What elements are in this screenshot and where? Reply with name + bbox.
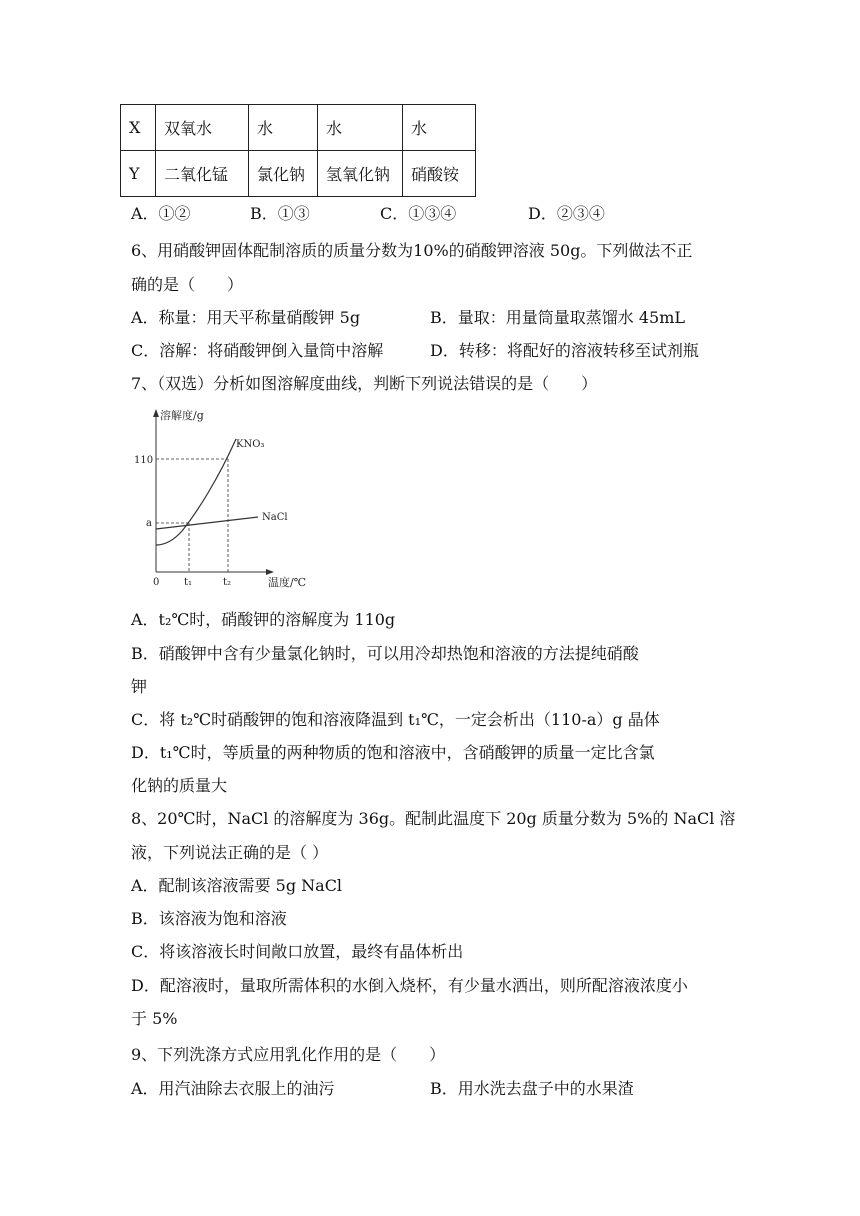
table-cell: Y [121, 151, 156, 197]
q5-option-b: B．①③ [250, 204, 310, 223]
q6-stem-line1: 6、用硝酸钾固体配制溶质的质量分数为10%的硝酸钾溶液 50g。下列做法不正 [131, 241, 693, 260]
x-tick-0: 0 [153, 577, 160, 588]
q6-stem-line2: 确的是（ ） [131, 275, 244, 294]
q6-option-d: D．转移：将配好的溶液转移至试剂瓶 [430, 341, 699, 360]
x-axis-label: 温度/℃ [268, 576, 307, 589]
table-cell: 水 [403, 105, 476, 151]
q5-option-a: A．①② [131, 204, 191, 223]
q6-option-c: C．溶解：将硝酸钾倒入量筒中溶解 [131, 341, 384, 360]
y-tick-110: 110 [134, 455, 154, 466]
q8-option-c: C．将该溶液长时间敞口放置，最终有晶体析出 [131, 942, 464, 961]
kno3-label: KNO₃ [236, 439, 265, 450]
q8-option-d-line2: 于 5% [131, 1009, 178, 1028]
table-cell: 双氧水 [156, 105, 249, 151]
table-cell: 二氧化锰 [156, 151, 249, 197]
nacl-label: NaCl [262, 512, 288, 523]
y-axis-label: 溶解度/g [160, 409, 204, 422]
q7-option-d-line2: 化钠的质量大 [131, 776, 228, 795]
q6-option-b: B．量取：用量筒量取蒸馏水 45mL [430, 308, 686, 327]
q8-option-a: A．配制该溶液需要 5g NaCl [131, 876, 343, 895]
table-cell: 氢氧化钠 [318, 151, 403, 197]
q8-option-d-line1: D．配溶液时，量取所需体积的水倒入烧杯，有少量水洒出，则所配溶液浓度小 [131, 976, 688, 995]
solubility-curve-graph [118, 405, 338, 590]
x-tick-t1: t₁ [184, 577, 193, 588]
q7-option-b-line1: B．硝酸钾中含有少量氯化钠时，可以用冷却热饱和溶液的方法提纯硝酸 [131, 644, 639, 663]
table-cell: X [121, 105, 156, 151]
q6-option-a: A．称量：用天平称量硝酸钾 5g [131, 308, 361, 327]
reagent-table [120, 104, 476, 197]
q7-option-b-line2: 钾 [131, 677, 148, 696]
q8-stem-line1: 8、20℃时，NaCl 的溶解度为 36g。配制此温度下 20g 质量分数为 5%的 NaCl 溶 [131, 809, 736, 828]
table-cell: 硝酸铵 [403, 151, 476, 197]
y-axis-arrow [153, 409, 159, 417]
x-axis-arrow [266, 569, 274, 575]
q7-option-c: C．将 t₂℃时硝酸钾的饱和溶液降温到 t₁℃，一定会析出（110-a）g 晶体 [131, 710, 660, 729]
table-cell: 水 [249, 105, 318, 151]
y-tick-a: a [146, 518, 152, 529]
q7-stem: 7、（双选）分析如图溶解度曲线，判断下列说法错误的是（ ） [131, 374, 598, 393]
q7-option-a: A．t₂℃时，硝酸钾的溶解度为 110g [131, 610, 396, 629]
q8-stem-line2: 液，下列说法正确的是（ ） [131, 843, 329, 862]
kno3-curve [156, 439, 236, 545]
q9-option-b: B．用水洗去盘子中的水果渣 [430, 1079, 634, 1098]
table-row [121, 151, 476, 197]
table-cell: 氯化钠 [249, 151, 318, 197]
q9-option-a: A．用汽油除去衣服上的油污 [131, 1079, 335, 1098]
q8-option-b: B．该溶液为饱和溶液 [131, 909, 287, 928]
table-cell: 水 [318, 105, 403, 151]
q9-stem: 9、下列洗涤方式应用乳化作用的是（ ） [131, 1045, 446, 1064]
x-tick-t2: t₂ [223, 577, 232, 588]
table-row [121, 105, 476, 151]
q5-option-d: D．②③④ [528, 204, 605, 223]
q5-option-c: C．①③④ [380, 204, 457, 223]
q7-option-d-line1: D．t₁℃时，等质量的两种物质的饱和溶液中，含硝酸钾的质量一定比含氯 [131, 743, 655, 762]
